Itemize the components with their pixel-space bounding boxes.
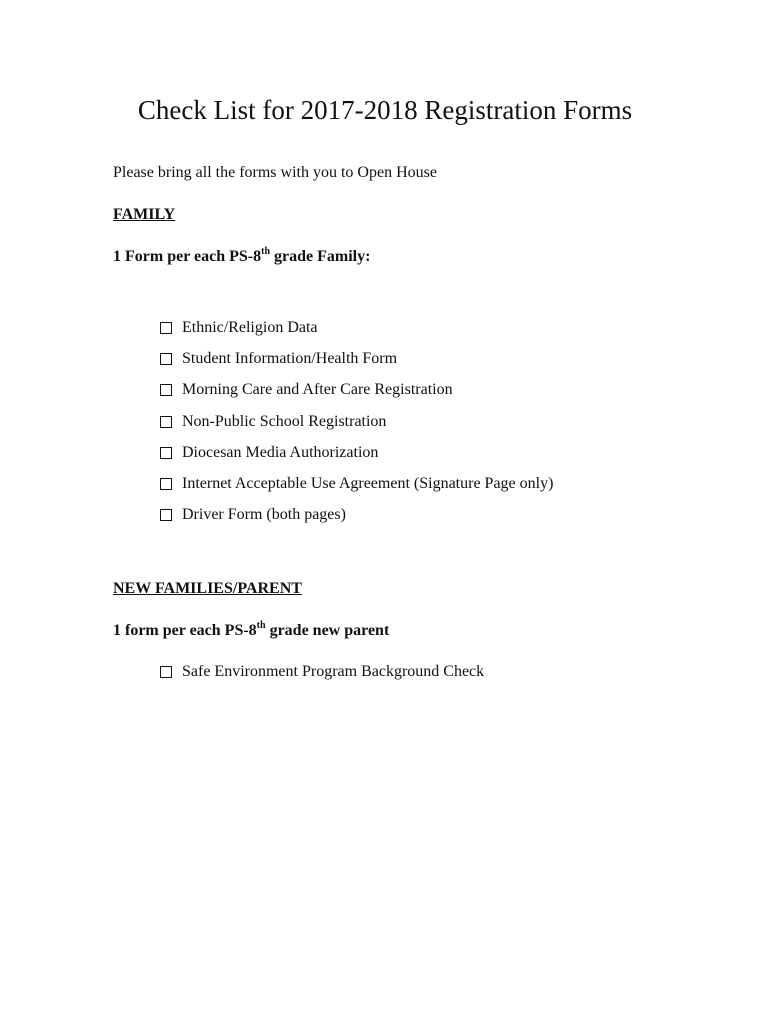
checklist-item [160,437,553,468]
intro-text: Please bring all the forms with you to Open House [113,164,437,181]
checkbox-icon[interactable] [160,353,172,365]
checklist-item-label: Morning Care and After Care Registration [182,381,453,399]
checklist-item-label: Internet Acceptable Use Agreement (Signature Page only) [182,475,554,493]
checklist-item-label: Driver Form (both pages) [182,506,346,524]
checklist-item-label: Ethnic/Religion Data [182,318,318,336]
family-subheading [113,246,370,268]
checklist-item-label: Student Information/Health Form [182,349,398,367]
checklist-item [160,468,553,499]
checklist-item-label: Diocesan Media Authorization [182,443,379,461]
checklist-item [160,375,553,406]
family-checklist [160,312,553,531]
new-families-subheading-prefix: 1 form per each PS-8 [113,622,257,639]
new-families-section-heading: NEW FAMILIES/PARENT [113,580,302,597]
checkbox-icon[interactable] [160,384,172,396]
checkbox-icon[interactable] [160,509,172,521]
checkbox-icon[interactable] [160,478,172,490]
new-families-subheading-suffix: grade new parent [265,622,390,639]
checklist-item [160,406,553,437]
checkbox-icon[interactable] [160,666,172,678]
checkbox-icon[interactable] [160,447,172,459]
checklist-item-label: Non-Public School Registration [182,412,387,430]
new-families-checklist [160,656,484,687]
checklist-item [160,312,553,343]
checklist-item-label: Safe Environment Program Background Check [182,662,485,680]
checklist-item [160,343,553,374]
checkbox-icon[interactable] [160,322,172,334]
family-subheading-suffix: grade Family: [270,248,371,265]
family-subheading-prefix: 1 Form per each PS-8 [113,248,262,265]
family-subheading-sup: th [261,246,271,257]
checklist-item [160,656,484,687]
new-families-subheading [113,620,389,642]
new-families-subheading-sup: th [256,620,266,631]
checklist-item [160,500,553,531]
checkbox-icon[interactable] [160,416,172,428]
document-title: Check List for 2017-2018 Registration Forms [137,95,633,125]
family-section-heading: FAMILY [113,206,176,223]
